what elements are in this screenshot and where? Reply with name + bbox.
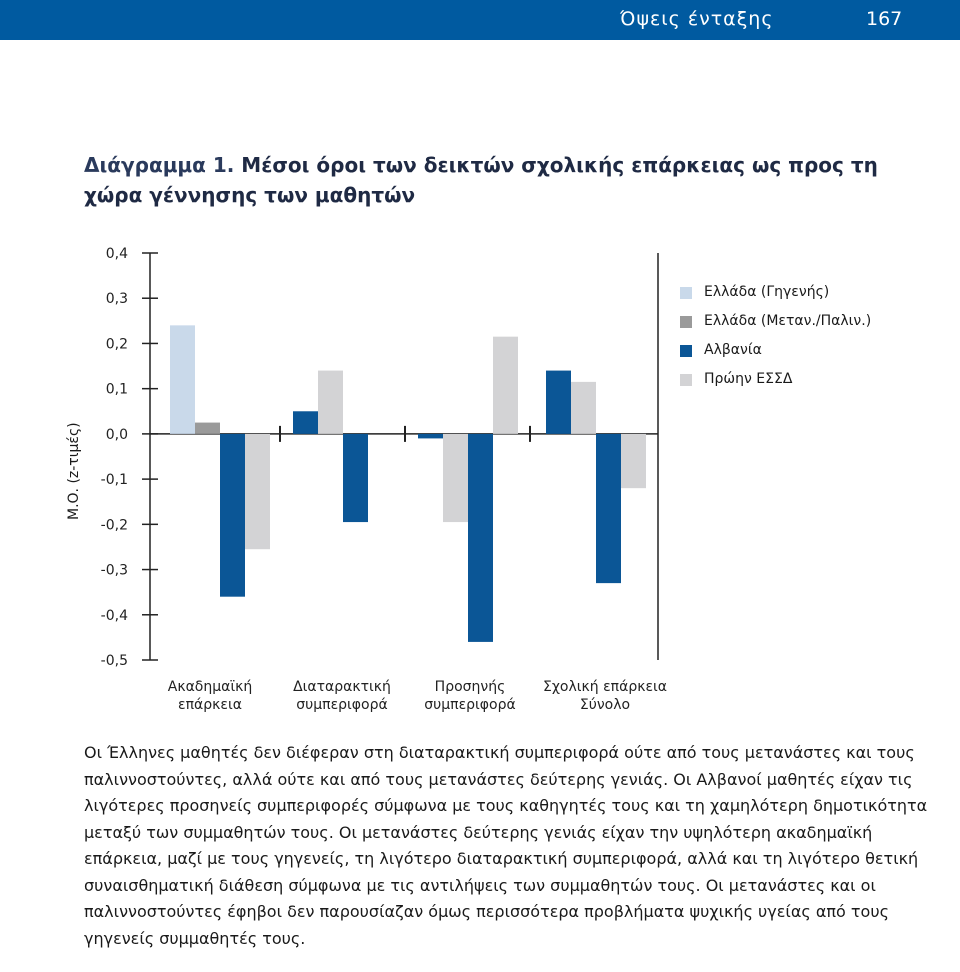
y-tick-label: -0,2 — [100, 517, 128, 534]
header-bar — [0, 0, 960, 40]
y-tick-label: 0,2 — [105, 336, 128, 353]
page-number: 167 — [866, 8, 903, 30]
figure-title-text: Μέσοι όροι των δεικτών σχολικής επάρκειας ως προς τη χώρα γέννησης των μαθητών — [84, 153, 878, 207]
bar — [318, 371, 343, 434]
legend-item — [680, 284, 871, 313]
y-tick-label: -0,1 — [100, 472, 128, 489]
body-paragraph: Οι Έλληνες μαθητές δεν διέφεραν στη διαταρακτική συμπεριφορά ούτε από τους μετανάστες και τους παλιννοστούντες, αλλά ούτε και από τους μετανάστες δεύτερης γενιάς. Οι Αλβανοί μαθητές είχαν τις λιγότερες προσηνείς συμπεριφορές σύμφωνα με τους καθηγητές τους και τη χαμηλότερη δημοτικότητα μεταξύ των συμμαθητών τους. Οι μετανάστες δεύτερης γενιάς είχαν την υψηλότερη ακαδημαϊκή επάρκεια, μαζί με τους γηγενείς, τη λιγότερο διαταρακτική συμπεριφορά, αλλά και τη λιγότερο θετική συναισθηματική διάθεση σύμφωνα με τις αντιλήψεις των συμμαθητών τους. Οι μετανάστες και οι παλιννοστούντες έφηβοι δεν παρουσίαζαν όμως περισσότερα προβλήματα ψυχικής υγείας από τους γηγενείς συμμαθητές τους. — [84, 743, 928, 948]
bar — [621, 434, 646, 488]
header-title: Όψεις ένταξης — [620, 8, 774, 30]
category-label-line2: επάρκεια — [178, 697, 242, 713]
category-label-line1: Προσηνής — [434, 679, 506, 695]
y-axis-label: Μ.Ο. (z-τιμές) — [66, 422, 82, 520]
legend-swatch — [680, 374, 692, 386]
bar — [170, 325, 195, 434]
category-label-line1: Διαταρακτική — [293, 679, 391, 695]
bar — [468, 434, 493, 642]
bar — [220, 434, 245, 597]
figure-title — [84, 150, 904, 210]
bar — [443, 434, 468, 522]
bar — [343, 434, 368, 522]
y-tick-label: -0,5 — [100, 653, 128, 669]
legend-swatch — [680, 287, 692, 299]
bar — [546, 371, 571, 434]
bar — [293, 411, 318, 434]
y-tick-label: 0,3 — [105, 291, 128, 308]
y-tick-label: 0,0 — [105, 426, 128, 443]
bar — [418, 434, 443, 439]
legend-label: Πρώην ΕΣΣΔ — [704, 371, 793, 387]
category-label-line2: Σύνολο — [579, 697, 631, 713]
legend-swatch — [680, 345, 692, 357]
bar — [245, 434, 270, 549]
legend-label: Αλβανία — [704, 342, 762, 358]
legend-item — [680, 371, 871, 400]
legend-item — [680, 313, 871, 342]
category-label-line1: Ακαδημαϊκή — [167, 679, 253, 695]
category-label-line2: συμπεριφορά — [296, 697, 388, 713]
y-tick-label: 0,4 — [105, 246, 128, 262]
y-tick-label: 0,1 — [105, 381, 128, 398]
legend — [680, 284, 871, 400]
category-label-line1: Σχολική επάρκεια — [543, 679, 667, 695]
legend-swatch — [680, 316, 692, 328]
bar — [571, 382, 596, 434]
legend-label: Ελλάδα (Μεταν./Παλιν.) — [704, 313, 872, 329]
y-tick-label: -0,3 — [100, 562, 128, 579]
y-tick-label: -0,4 — [100, 607, 128, 624]
legend-label: Ελλάδα (Γηγενής) — [704, 284, 830, 300]
legend-item — [680, 342, 871, 371]
bar — [596, 434, 621, 583]
figure-title-prefix: Διάγραμμα 1. — [84, 153, 235, 177]
bar — [195, 423, 220, 434]
category-label-line2: συμπεριφορά — [424, 697, 516, 713]
bar — [493, 337, 518, 434]
